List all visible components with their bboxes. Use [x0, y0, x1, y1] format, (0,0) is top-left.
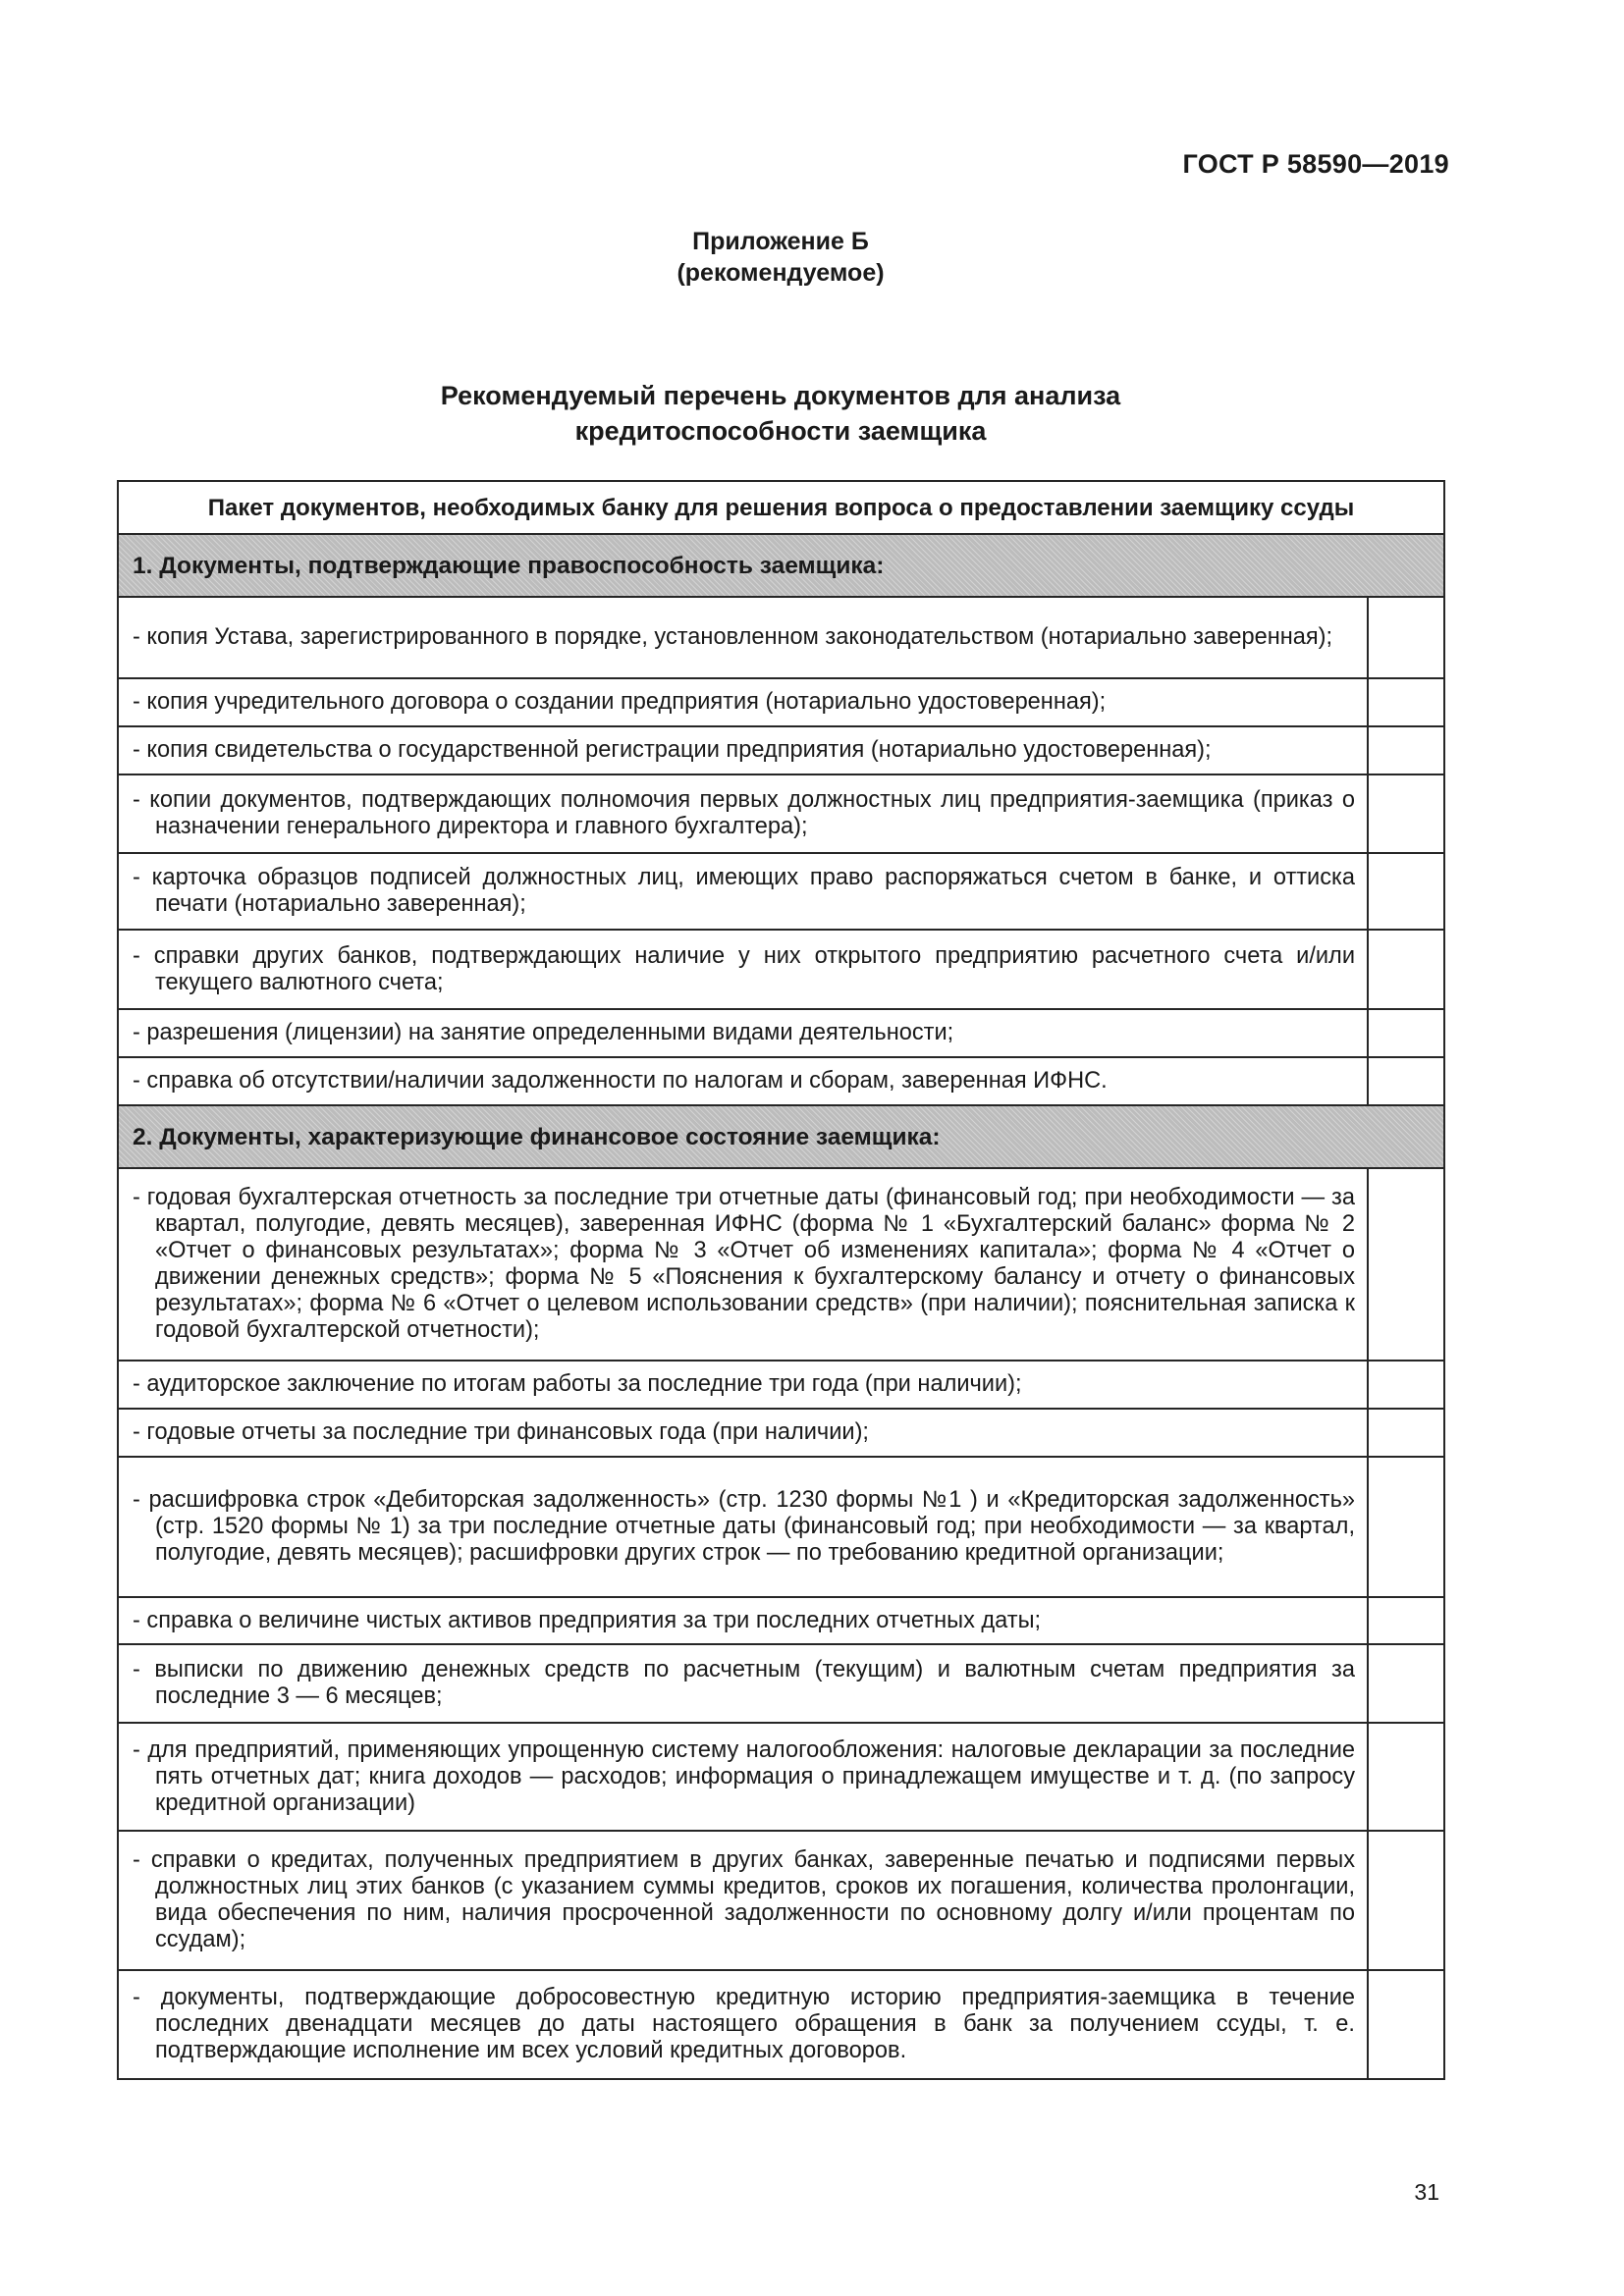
checklist-item: - справки о кредитах, полученных предприятием в других банках, заверенные печатью и подписями первых должностных лиц этих банков (с указанием суммы кредитов, сроков их погашения, количества пролонгации, вида обеспечения по ним, наличия просроченной задолженности по основному долгу и/или процентам по ссудам); — [118, 1831, 1368, 1970]
appendix-label: Приложение Б — [692, 228, 869, 255]
document-title — [0, 378, 1561, 449]
checkbox-cell[interactable] — [1368, 1723, 1444, 1831]
checklist-item: - карточка образцов подписей должностных лиц, имеющих право распоряжаться счетом в банке, и оттиска печати (нотариально заверенная); — [118, 853, 1368, 930]
checkbox-cell[interactable] — [1368, 1409, 1444, 1457]
section-1-title: 1. Документы, подтверждающие правоспособность заемщика: — [118, 534, 1444, 597]
checkbox-cell[interactable] — [1368, 726, 1444, 774]
section-row — [118, 1105, 1444, 1168]
checklist-item: - копия свидетельства о государственной регистрации предприятия (нотариально удостоверенная); — [118, 726, 1368, 774]
table-header-row — [118, 481, 1444, 534]
table-row — [118, 1597, 1444, 1644]
checklist-item: - копия Устава, зарегистрированного в порядке, установленном законодательством (нотариально заверенная); — [118, 597, 1368, 678]
package-header: Пакет документов, необходимых банку для решения вопроса о предоставлении заемщику ссуды — [118, 481, 1444, 534]
standard-code: ГОСТ Р 58590—2019 — [1182, 149, 1449, 179]
checklist-item: - копия учредительного договора о создании предприятия (нотариально удостоверенная); — [118, 678, 1368, 726]
checklist-item: - справки других банков, подтверждающих наличие у них открытого предприятию расчетного счета и/или текущего валютного счета; — [118, 930, 1368, 1009]
appendix-status: (рекомендуемое) — [677, 259, 885, 287]
checkbox-cell[interactable] — [1368, 1457, 1444, 1597]
checkbox-cell[interactable] — [1368, 1597, 1444, 1644]
checklist-item: - копии документов, подтверждающих полномочия первых должностных лиц предприятия-заемщика (приказ о назначении генерального директора и главного бухгалтера); — [118, 774, 1368, 853]
checkbox-cell[interactable] — [1368, 1168, 1444, 1361]
table-row — [118, 1009, 1444, 1057]
table-row — [118, 1831, 1444, 1970]
checkbox-cell[interactable] — [1368, 774, 1444, 853]
section-2-title: 2. Документы, характеризующие финансовое состояние заемщика: — [118, 1105, 1444, 1168]
checkbox-cell[interactable] — [1368, 853, 1444, 930]
checklist-item: - годовая бухгалтерская отчетность за последние три отчетные даты (финансовый год; при необходимости — за квартал, полугодие, девять месяцев), заверенная ИФНС (форма № 1 «Бухгалтерский баланс» форма № 2 «Отчет о финансовых результатах»; форма № 3 «Отчет об изменениях капитала»; форма № 4 «Отчет о движении денежных средств»; форма № 5 «Пояснения к бухгалтерскому балансу и отчету о финансовых результатах»; форма № 6 «Отчет о целевом использовании средств» (при наличии); пояснительная записка к годовой бухгалтерской отчетности); — [118, 1168, 1368, 1361]
checklist-item: - документы, подтверждающие добросовестную кредитную историю предприятия-заемщика в течение последних двенадцати месяцев до даты настоящего обращения в банк за получением ссуды, т. е. подтверждающие исполнение им всех условий кредитных договоров. — [118, 1970, 1368, 2079]
table-row — [118, 1723, 1444, 1831]
checklist-item: - разрешения (лицензии) на занятие определенными видами деятельности; — [118, 1009, 1368, 1057]
documents-checklist-table — [117, 480, 1445, 2080]
page-number: 31 — [1414, 2179, 1439, 2205]
checklist-item: - аудиторское заключение по итогам работы за последние три года (при наличии); — [118, 1361, 1368, 1409]
table-row — [118, 774, 1444, 853]
table-row — [118, 1644, 1444, 1723]
table-row — [118, 726, 1444, 774]
checklist-item: - выписки по движению денежных средств по расчетным (текущим) и валютным счетам предприятия за последние 3 — 6 месяцев; — [118, 1644, 1368, 1723]
table-row — [118, 1168, 1444, 1361]
checkbox-cell[interactable] — [1368, 930, 1444, 1009]
checkbox-cell[interactable] — [1368, 1361, 1444, 1409]
appendix-heading — [0, 226, 1561, 289]
checkbox-cell[interactable] — [1368, 1009, 1444, 1057]
document-title-line-1: Рекомендуемый перечень документов для анализа — [440, 381, 1121, 410]
table-row — [118, 930, 1444, 1009]
checklist-item: - для предприятий, применяющих упрощенную систему налогообложения: налоговые декларации за последние пять отчетных дат; книга доходов — расходов; информация о принадлежащем имуществе и т. д. (по запросу кредитной организации) — [118, 1723, 1368, 1831]
checklist-item: - расшифровка строк «Дебиторская задолженность» (стр. 1230 формы №1 ) и «Кредиторская задолженность» (стр. 1520 формы № 1) за три последние отчетные даты (финансовый год; при необходимости — за квартал, полугодие, девять месяцев); расшифровки других строк — по требованию кредитной организации; — [118, 1457, 1368, 1597]
checklist-item: - справка об отсутствии/наличии задолженности по налогам и сборам, заверенная ИФНС. — [118, 1057, 1368, 1105]
table-row — [118, 597, 1444, 678]
document-title-line-2: кредитоспособности заемщика — [574, 416, 987, 446]
checkbox-cell[interactable] — [1368, 1644, 1444, 1723]
section-row — [118, 534, 1444, 597]
table-row — [118, 1409, 1444, 1457]
checklist-item: - справка о величине чистых активов предприятия за три последних отчетных даты; — [118, 1597, 1368, 1644]
table-row — [118, 1457, 1444, 1597]
table-row — [118, 678, 1444, 726]
table-row — [118, 1057, 1444, 1105]
table-row — [118, 1970, 1444, 2079]
table-row — [118, 1361, 1444, 1409]
checkbox-cell[interactable] — [1368, 1970, 1444, 2079]
checkbox-cell[interactable] — [1368, 597, 1444, 678]
table-row — [118, 853, 1444, 930]
checkbox-cell[interactable] — [1368, 1831, 1444, 1970]
checkbox-cell[interactable] — [1368, 678, 1444, 726]
checklist-item: - годовые отчеты за последние три финансовых года (при наличии); — [118, 1409, 1368, 1457]
checkbox-cell[interactable] — [1368, 1057, 1444, 1105]
